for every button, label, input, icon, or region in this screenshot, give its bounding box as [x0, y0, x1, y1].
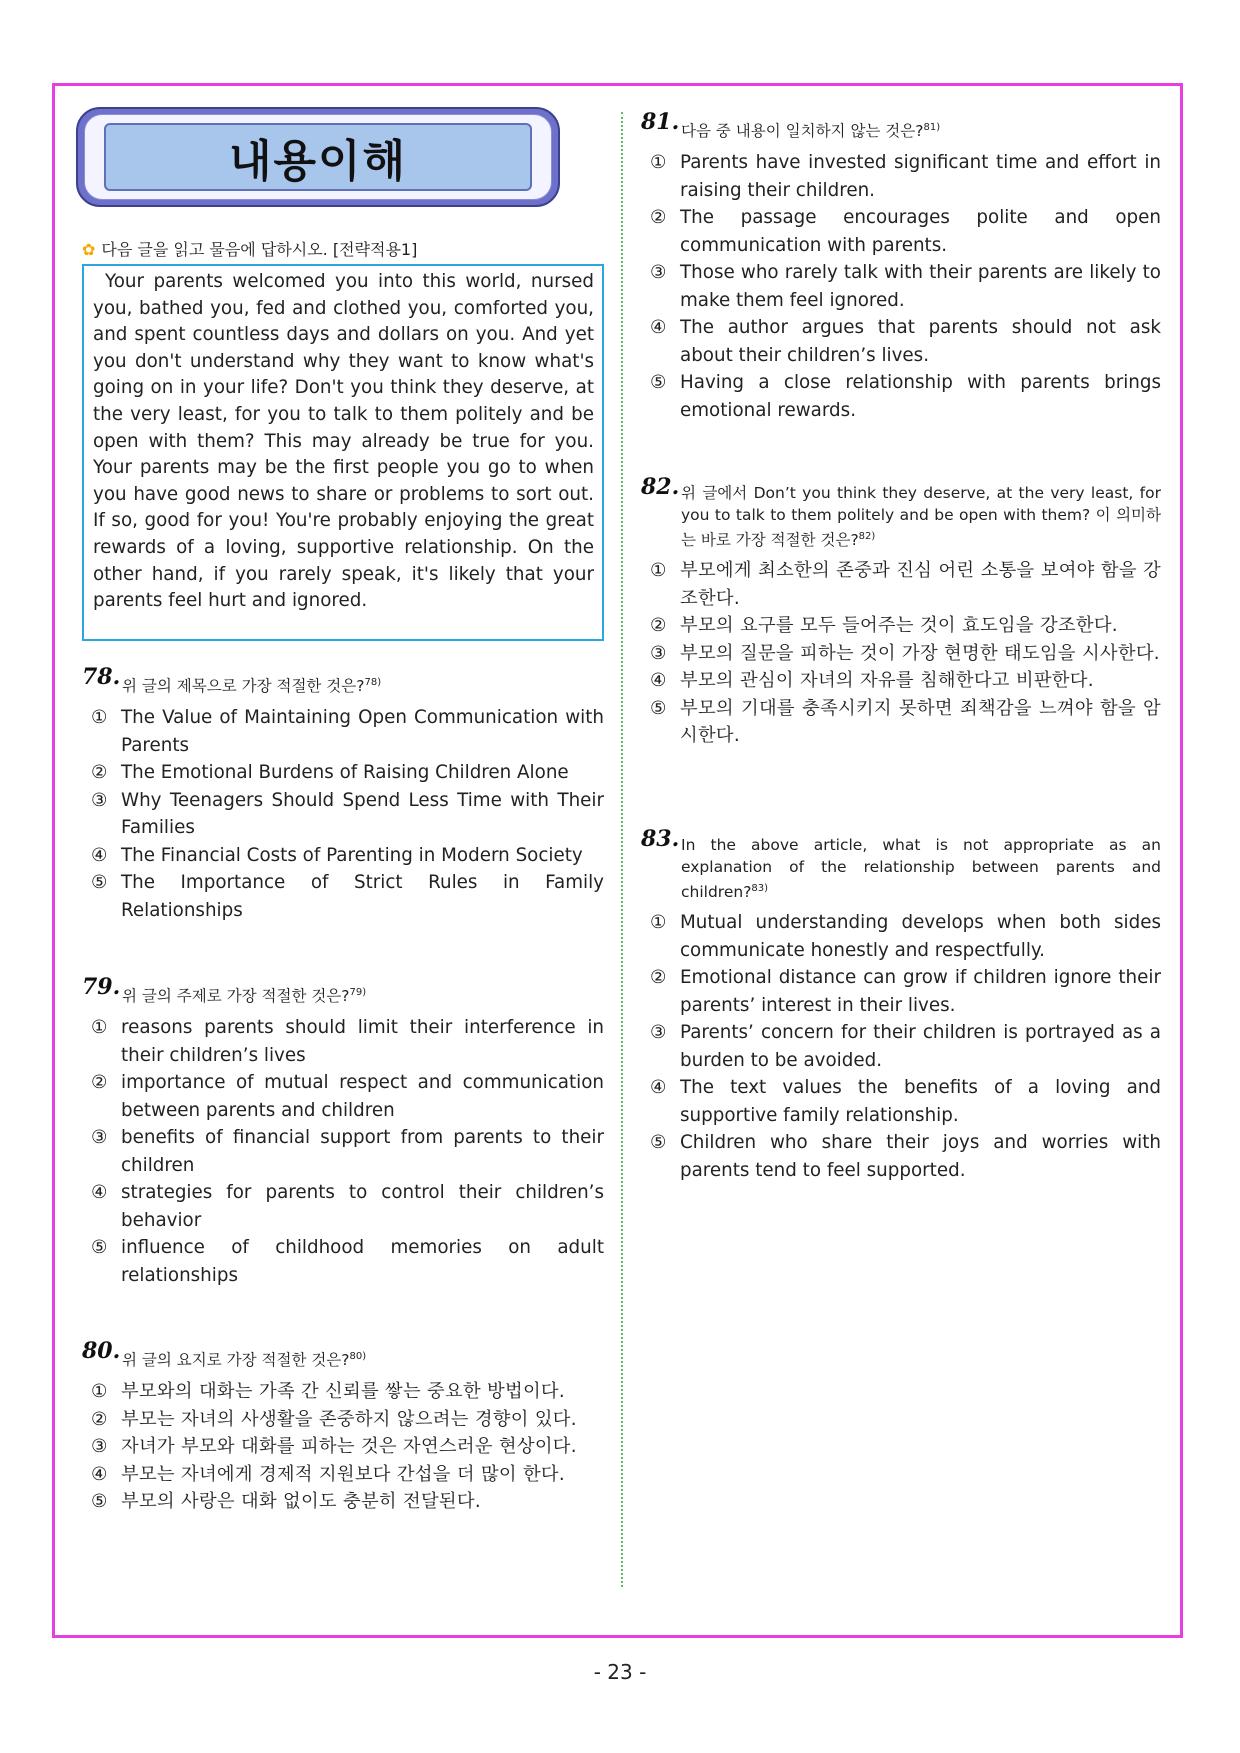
option-mark: ④ [91, 1182, 108, 1203]
option-text: influence of childhood memories on adult relationships [121, 1237, 604, 1286]
prompt-text: 다음 중 내용이 일치하지 않는 것은? [681, 122, 924, 141]
question-number: 78. [82, 664, 121, 690]
option-text: Those who rarely talk with their parents are likely to make them feel ignored. [680, 262, 1161, 311]
option-mark: ⑤ [91, 872, 108, 893]
option-mark: ② [91, 1072, 108, 1093]
option [641, 204, 1161, 259]
option-text: 부모의 질문을 피하는 것이 가장 현명한 태도임을 시사한다. [680, 642, 1160, 664]
option [641, 612, 1161, 640]
option-mark: ① [91, 1017, 108, 1038]
option-mark: ④ [650, 1077, 667, 1099]
section-title: 내용이해 [228, 136, 407, 187]
option-text: Mutual understanding develops when both sides communicate honestly and respectfully. [680, 912, 1161, 961]
question-prompt [82, 982, 604, 1007]
option [82, 1378, 604, 1406]
option-mark: ③ [91, 1127, 108, 1148]
option [82, 869, 604, 924]
option-text: 부모에게 최소한의 존중과 진심 어린 소통을 보여야 함을 강조한다. [680, 560, 1161, 609]
footnote-ref: 78) [364, 677, 382, 688]
option-text: The Emotional Burdens of Raising Children Alone [121, 762, 569, 783]
option [82, 1406, 604, 1434]
option [641, 1019, 1161, 1074]
prompt-text: 위 글에서 Don’t you think they deserve, at the very least, for you to talk to them politely and be open with them? 이 의미하는 바로 가장 적절한 것은? [681, 484, 1161, 550]
option [82, 1069, 604, 1124]
option-mark: ③ [650, 1022, 667, 1044]
option [82, 704, 604, 759]
footnote-ref: 80) [349, 1351, 367, 1362]
option-mark: ④ [91, 844, 108, 866]
question-prompt [641, 482, 1161, 551]
option [82, 842, 604, 870]
option-text: 부모의 기대를 충족시키지 못하면 죄책감을 느껴야 함을 암시한다. [680, 697, 1161, 747]
title-banner-plate [104, 123, 532, 191]
option [82, 1433, 604, 1461]
option [641, 667, 1161, 695]
question-80 [82, 1338, 604, 1516]
option-mark: ③ [91, 1436, 108, 1457]
option-text: The Financial Costs of Parenting in Modern Society [121, 844, 583, 866]
option [641, 259, 1161, 314]
option-text: Why Teenagers Should Spend Less Time with Their Families [121, 789, 604, 838]
page-number: - 23 - [593, 1660, 647, 1684]
option [82, 787, 604, 842]
footnote-ref: 81) [923, 122, 941, 133]
question-78 [82, 664, 604, 924]
option-mark: ⑤ [650, 372, 667, 393]
question-number: 83. [641, 826, 680, 852]
question-header [82, 1338, 604, 1372]
option [82, 1179, 604, 1234]
option-text: Parents have invested significant time and effort in raising their children. [680, 152, 1161, 201]
option-text: 부모는 자녀의 사생활을 존중하지 않으려는 경향이 있다. [121, 1408, 577, 1430]
option-mark: ① [91, 707, 108, 728]
option [641, 557, 1161, 612]
prompt-text: In the above article, what is not appropriate as an explanation of the relationship between parents and children? [681, 836, 1161, 902]
question-prompt [641, 834, 1161, 903]
option [82, 1234, 604, 1289]
option-text: The text values the benefits of a loving and supportive family relationship. [680, 1077, 1161, 1126]
prompt-text: 위 글의 주제로 가장 적절한 것은? [122, 987, 350, 1006]
option-mark: ③ [650, 642, 667, 664]
question-number: 81. [641, 109, 680, 135]
question-prompt [82, 1346, 604, 1371]
option-mark: ② [91, 1408, 108, 1430]
option-mark: ① [91, 1381, 108, 1402]
option-text: The Importance of Strict Rules in Family Relationships [121, 872, 604, 921]
option-text: Parents’ concern for their children is portrayed as a burden to be avoided. [680, 1022, 1161, 1071]
question-header [641, 109, 1161, 143]
question-83 [641, 826, 1161, 1184]
option-mark: ③ [650, 262, 667, 283]
option [641, 1129, 1161, 1184]
option [641, 149, 1161, 204]
option [82, 1014, 604, 1069]
option-text: 부모와의 대화는 가족 간 신뢰를 쌓는 중요한 방법이다. [121, 1381, 566, 1402]
question-number: 82. [641, 474, 680, 500]
option [641, 695, 1161, 750]
option-text: The passage encourages polite and open communication with parents. [680, 207, 1161, 256]
option-mark: ② [650, 967, 667, 989]
question-number: 80. [82, 1338, 121, 1364]
option-mark: ① [650, 152, 667, 173]
question-82 [641, 474, 1161, 750]
column-divider [621, 112, 623, 1587]
option [641, 369, 1161, 424]
question-header [641, 474, 1161, 551]
option-mark: ① [650, 912, 667, 934]
option-mark: ⑤ [650, 1132, 667, 1154]
option [641, 314, 1161, 369]
prompt-text: 위 글의 요지로 가장 적절한 것은? [122, 1351, 350, 1370]
option-text: importance of mutual respect and communication between parents and children [121, 1072, 604, 1121]
reading-passage: Your parents welcomed you into this world, nursed you, bathed you, fed and clothed you, comforted you, and spent countless days and dollars on you. And yet you don't understand why they want to know what's going on in your life? Don't you think they deserve, at the very least, for you to talk to them politely and be open with them? This may already be true for you. Your parents may be the first people you go to when you have good news to share or problems to sort out. If so, good for you! You're probably enjoying the great rewards of a loving, supportive relationship. On the other hand, if you rarely speak, it's likely that your parents feel hurt and ignored. [82, 264, 604, 641]
option [82, 759, 604, 787]
option-text: Emotional distance can grow if children ignore their parents’ interest in their lives. [680, 967, 1161, 1016]
option-text: strategies for parents to control their children’s behavior [121, 1182, 604, 1231]
option-mark: ④ [650, 670, 667, 692]
option-mark: ② [650, 207, 667, 228]
option-text: reasons parents should limit their interference in their children’s lives [121, 1017, 604, 1066]
footnote-ref: 83) [751, 883, 769, 894]
question-79 [82, 974, 604, 1289]
option-text: 자녀가 부모와 대화를 피하는 것은 자연스러운 현상이다. [121, 1436, 577, 1457]
question-header [82, 974, 604, 1008]
option-text: 부모의 요구를 모두 들어주는 것이 효도임을 강조한다. [680, 615, 1118, 637]
instruction-text: 다음 글을 읽고 물음에 답하시오. [전략적용1] [101, 240, 418, 259]
question-header [641, 826, 1161, 903]
instruction [82, 237, 417, 260]
option-mark: ⑤ [650, 697, 667, 719]
option-mark: ② [91, 762, 108, 783]
question-81 [641, 109, 1161, 424]
option-mark: ④ [91, 1463, 108, 1485]
option [82, 1124, 604, 1179]
option [641, 640, 1161, 668]
option-text: The Value of Maintaining Open Communication with Parents [121, 707, 604, 756]
option [82, 1461, 604, 1489]
question-number: 79. [82, 974, 121, 1000]
option-text: 부모는 자녀에게 경제적 지원보다 간섭을 더 많이 한다. [121, 1463, 566, 1485]
option-text: Children who share their joys and worries with parents tend to feel supported. [680, 1132, 1161, 1181]
flower-icon: ✿ [82, 240, 96, 259]
footnote-ref: 79) [349, 987, 367, 998]
option [641, 1074, 1161, 1129]
footnote-ref: 82) [858, 531, 876, 542]
option-text: Having a close relationship with parents brings emotional rewards. [680, 372, 1161, 421]
option-text: 부모의 사랑은 대화 없이도 충분히 전달된다. [121, 1491, 481, 1512]
option-mark: ② [650, 615, 667, 637]
question-prompt [82, 672, 604, 697]
option-mark: ⑤ [91, 1491, 108, 1512]
option-text: benefits of financial support from parents to their children [121, 1127, 604, 1176]
option-mark: ③ [91, 789, 108, 811]
option [641, 909, 1161, 964]
prompt-text: 위 글의 제목으로 가장 적절한 것은? [122, 677, 365, 696]
option-mark: ⑤ [91, 1237, 108, 1258]
option-mark: ④ [650, 317, 667, 338]
option-text: 부모의 관심이 자녀의 자유를 침해한다고 비판한다. [680, 670, 1094, 692]
question-header [82, 664, 604, 698]
option-text: The author argues that parents should not ask about their children’s lives. [680, 317, 1161, 366]
option-mark: ① [650, 560, 667, 582]
question-prompt [641, 117, 1161, 142]
option [641, 964, 1161, 1019]
option [82, 1488, 604, 1516]
